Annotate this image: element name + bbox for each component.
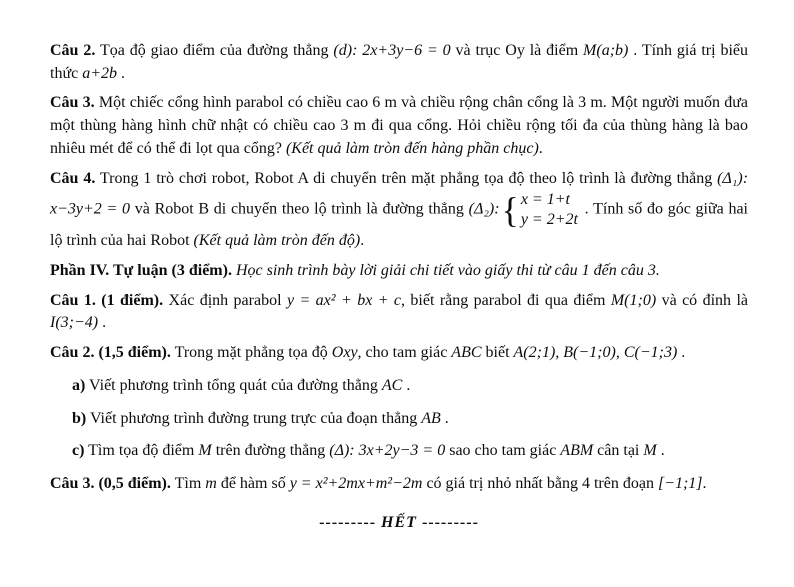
question-2-statement: [50, 40, 748, 85]
line-equation: (d): 2x+3y−6 = 0: [333, 42, 451, 59]
segment-AB: AB: [421, 409, 441, 427]
question-label: Câu 2.: [50, 42, 96, 59]
triangle-notation: ABC: [451, 344, 482, 362]
item-label: c): [72, 442, 85, 460]
question-text: Trong 1 trò chơi robot, Robot A di chuyển trên mặt phẳng tọa độ theo lộ trình là đường thẳng: [95, 169, 718, 187]
point-notation: M(a;b): [583, 42, 629, 59]
parabola-equation: y = ax² + bx + c: [286, 291, 402, 309]
question-text: .: [98, 314, 107, 332]
parameter-m: m: [205, 475, 217, 493]
question-text: .: [440, 409, 449, 427]
question-text: để hàm số: [216, 475, 290, 493]
question-text: biết: [481, 344, 514, 362]
question-text: Viết phương trình tổng quát của đường thẳng: [85, 376, 382, 394]
question-text: Xác định parabol: [163, 291, 287, 309]
question-text: .: [538, 139, 543, 157]
question-label: Câu 1. (1 điểm).: [50, 291, 164, 309]
line-equation-delta-1: (Δ₁): x−3y+2 = 0: [50, 169, 749, 218]
part-4-heading: [50, 260, 748, 283]
rounding-note: (Kết quả làm tròn đến hàng phần chục): [285, 139, 539, 157]
question-label: Câu 4.: [50, 169, 96, 187]
footer-dash-right: ---------: [416, 513, 479, 531]
question-text: và trục Oy là điểm: [450, 42, 584, 59]
point-M: M: [198, 442, 212, 460]
question-text: Một chiếc cổng hình parabol có chiều cao 6 m và chiều rộng chân cổng là 3 m. Một người muốn đưa một thùng hàng hình chữ nhật có chiều cao 3 m đi qua cổng. Hỏi chiều rộng tối đa của thùng hàng là bao nhiêu mét để có thể đi lọt qua cổng?: [50, 94, 749, 157]
part-label: Phần IV. Tự luận (3 điểm).: [50, 262, 232, 280]
line-equation-delta: (Δ): 3x+2y−3 = 0: [329, 442, 446, 460]
question-text: . Tính số đo góc giữa hai lộ trình của hai Robot: [50, 200, 749, 250]
left-brace-glyph: {: [501, 190, 519, 231]
essay-question-2b: [50, 408, 748, 431]
question-label: Câu 2. (1,5 điểm).: [50, 344, 171, 362]
question-text: cân tại: [593, 442, 644, 460]
question-text: sao cho tam giác: [445, 442, 561, 460]
part-instruction: Học sinh trình bày lời giải chi tiết vào giấy thi từ câu 1 đến câu 3.: [231, 262, 660, 280]
interval-notation: [−1;1]: [657, 475, 703, 493]
point-M: M: [643, 442, 657, 460]
question-text: Trong mặt phẳng tọa độ: [170, 344, 332, 362]
item-label: b): [72, 409, 87, 427]
essay-question-2: [50, 342, 748, 365]
question-text: .: [702, 475, 707, 493]
function-equation: y = x²+2mx+m²−2m: [289, 475, 423, 493]
question-text: Tọa độ giao điểm của đường thẳng: [95, 42, 334, 59]
question-text: Viết phương trình đường trung trực của đoạn thẳng: [86, 409, 422, 427]
equation-lines: [521, 190, 578, 230]
end-marker: [50, 512, 748, 535]
footer-label: HẾT: [381, 513, 417, 531]
line-label-delta-2: (Δ₂):: [468, 200, 500, 218]
essay-question-1: [50, 290, 748, 335]
question-text: .: [117, 64, 126, 82]
question-4-statement: [50, 168, 748, 253]
essay-question-3: [50, 473, 748, 496]
question-text: .: [656, 442, 665, 460]
point-M: M(1;0): [610, 291, 657, 309]
equation-line: x = 1+t: [520, 191, 570, 209]
question-text: , cho tam giác: [357, 344, 452, 362]
item-label: a): [72, 376, 86, 394]
segment-AC: AC: [381, 376, 403, 394]
question-text: trên đường thẳng: [211, 442, 330, 460]
question-text: .: [360, 232, 365, 250]
points-coordinates: A(2;1), B(−1;0), C(−1;3): [513, 344, 678, 362]
question-text: Tìm: [170, 475, 206, 493]
question-text: .: [677, 344, 686, 362]
question-label: Câu 3.: [50, 94, 95, 112]
expression: a+2b: [82, 64, 118, 82]
question-text: . Tính giá trị biểu thức: [50, 42, 749, 82]
question-text: có giá trị nhỏ nhất bằng 4 trên đoạn: [422, 475, 658, 493]
question-text: , biết rằng parabol đi qua điểm: [401, 291, 611, 309]
question-text: và Robot B di chuyển theo lộ trình là đường thẳng: [130, 200, 469, 218]
rounding-note: (Kết quả làm tròn đến độ): [193, 232, 361, 250]
footer-dash-left: ---------: [319, 513, 382, 531]
question-text: và có đỉnh là: [656, 291, 748, 309]
question-3-statement: [50, 92, 748, 160]
parametric-system: [502, 190, 578, 230]
essay-question-2a: [50, 375, 748, 398]
triangle-ABM: ABM: [560, 442, 594, 460]
vertex-I: I(3;−4): [50, 314, 99, 332]
essay-question-2c: [50, 440, 748, 463]
question-label: Câu 3. (0,5 điểm).: [50, 475, 171, 493]
plane-notation: Oxy: [331, 344, 358, 362]
question-text: .: [402, 376, 411, 394]
equation-line: y = 2+2t: [520, 211, 578, 229]
question-text: Tìm tọa độ điểm: [84, 442, 199, 460]
